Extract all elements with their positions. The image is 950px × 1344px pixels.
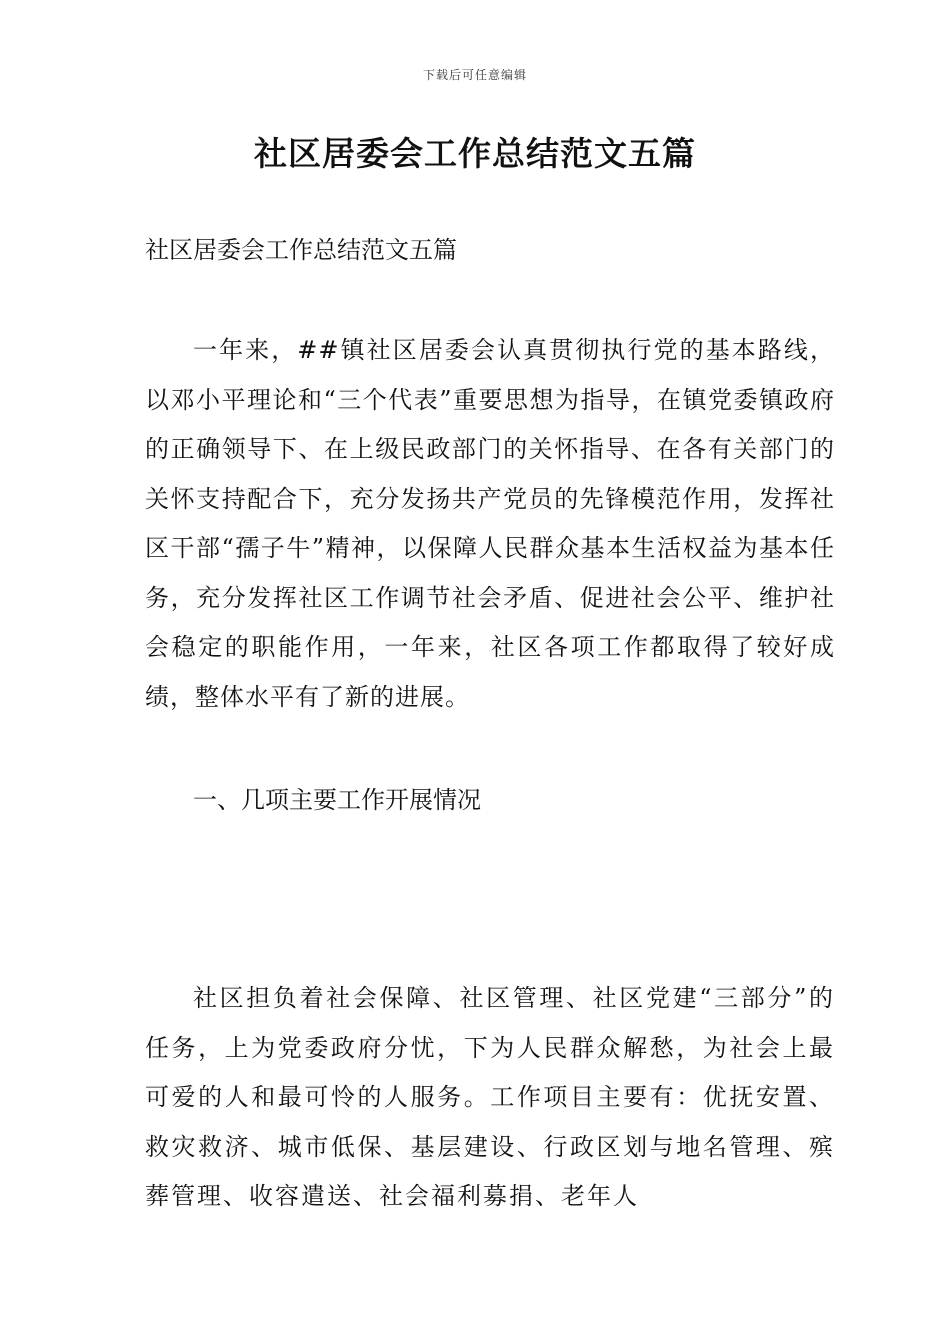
intro-paragraph: 一年来，##镇社区居委会认真贯彻执行党的基本路线，以邓小平理论和“三个代表”重要思想为指导，在镇党委镇政府的正确领导下、在上级民政部门的关怀指导、在各有关部门的关怀支持配合下，充分发扬共产党员的先锋模范作用，发挥社区干部“孺子牛”精神，以保障人民群众基本生活权益为基本任务，充分发挥社区工作调节社会矛盾、促进社会公平、维护社会稳定的职能作用，一年来，社区各项工作都取得了较好成绩，整体水平有了新的进展。 [145,336,835,711]
document-title: 社区居委会工作总结范文五篇 [254,134,696,173]
document-subtitle: 社区居委会工作总结范文五篇 [145,236,457,264]
body-paragraph: 社区担负着社会保障、社区管理、社区党建“三部分”的任务，上为党委政府分忧，下为人民群众解愁，为社会上最可爱的人和最可怜的人服务。工作项目主要有：优抚安置、救灾救济、城市低保、基层建设、行政区划与地名管理、殡葬管理、收容遣送、社会福利募捐、老年人 [145,984,835,1210]
header-note: 下载后可任意编辑 [422,68,527,82]
section-heading: 一、几项主要工作开展情况 [193,786,481,814]
